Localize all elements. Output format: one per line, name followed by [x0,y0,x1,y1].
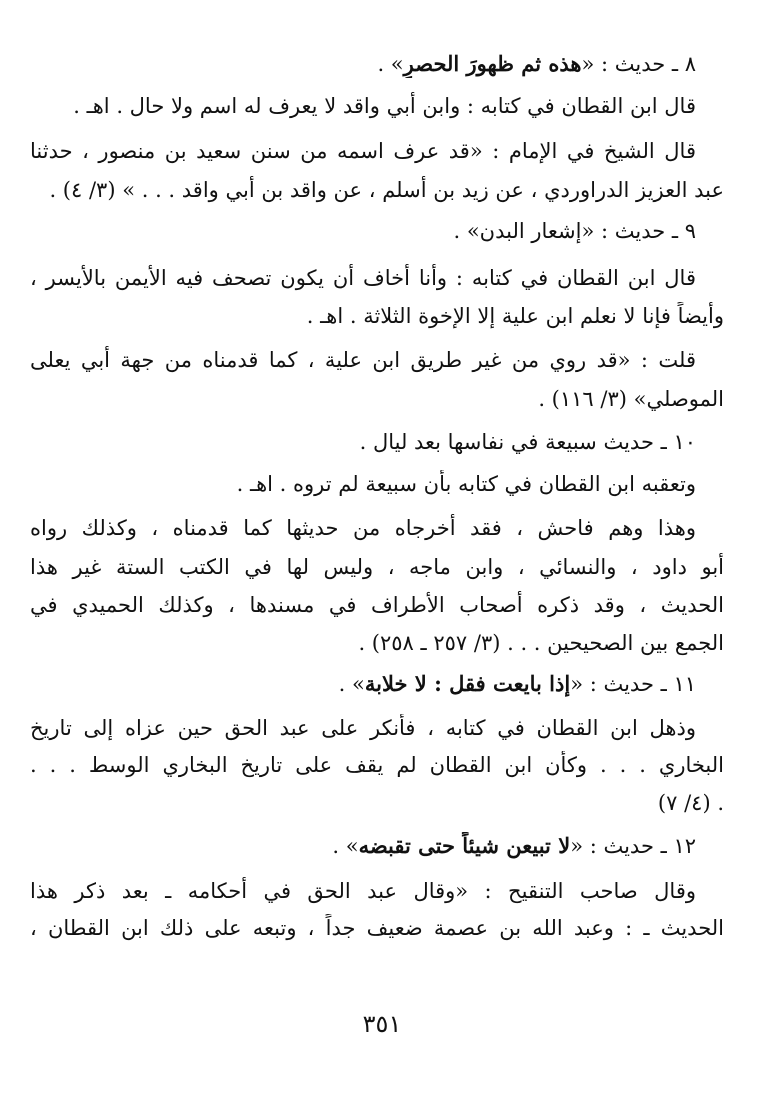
hadith-10-line [30,428,696,456]
text-segment: ١٢ ـ حديث : « [570,834,696,858]
hadith-text-bold: هذه ثم ظهورَ الحصرِ [403,51,582,76]
text-segment: وأيضاً فإنا لا نعلم ابن علية إلا الإخوة الثلاثة . اهـ . [306,304,724,328]
dhahal-line-3 [30,789,724,817]
wahm-line-1 [30,514,696,542]
wahm-line-4 [30,629,724,657]
ibn-qattan-9-line-2 [30,302,724,330]
text-segment: قال الشيخ في الإمام : «قد عرف اسمه من سنن سعيد بن منصور ، حدثنا [30,139,696,163]
text-segment: الجمع بين الصحيحين . . . (٣/ ٢٥٧ ـ ٢٥٨) . [358,631,724,655]
text-segment: ٩ ـ حديث : «إشعار البدن» . [453,219,696,243]
page-number: ٣٥١ [362,1010,402,1038]
text-segment: » . [377,52,404,76]
hadith-12-line [30,832,696,860]
hadith-11-line [30,670,696,698]
dhahal-line-1 [30,714,696,742]
hadith-10-comment [30,470,696,498]
tanqih-line-2 [30,914,724,942]
text-segment: الحديث ـ : وعبد الله بن عصمة ضعيف جداً ، وتبعه على ذلك ابن القطان ، [30,916,724,940]
text-segment: وذهل ابن القطان في كتابه ، فأنكر على عبد الحق حين عزاه إلى تاريخ [30,716,696,740]
shaykh-imam-line-1 [30,137,696,165]
dhahal-line-2 [30,751,724,779]
text-segment: قلت : «قد روي من غير طريق ابن علية ، كما قدمناه من جهة أبي يعلى [30,348,696,372]
ibn-qattan-comment-8 [30,92,696,120]
wahm-line-3 [30,591,724,619]
text-segment: قال ابن القطان في كتابه : وأنا أخاف أن يكون تصحف فيه الأيمن بالأيسر ، [30,266,696,290]
text-segment: وهذا وهم فاحش ، فقد أخرجاه من حديثها كما قدمناه ، وكذلك رواه [30,516,696,540]
text-segment: » . [338,672,365,696]
hadith-text-bold: لا تبيعن شيئاً حتى تقبضه [358,833,571,858]
ibn-qattan-9-line-1 [30,264,696,292]
text-segment: (٤/ ٧) . [657,791,724,815]
text-segment: البخاري . . . وكأن ابن القطان لم يقف على تاريخ البخاري الوسط . . . [30,753,724,777]
qultu-line-2 [30,385,724,413]
tanqih-line-1 [30,877,696,905]
text-segment: أبو داود ، والنسائي ، وابن ماجه ، وليس لها في الكتب الستة غير هذا [30,555,724,579]
text-segment: وتعقبه ابن القطان في كتابه بأن سبيعة لم تروه . اهـ . [236,472,696,496]
text-segment: ٨ ـ حديث : « [581,52,696,76]
hadith-8-line [30,50,696,78]
text-segment: » . [332,834,359,858]
text-segment: ١٠ ـ حديث سبيعة في نفاسها بعد ليال . [359,430,696,454]
hadith-9-line [30,217,696,245]
text-segment: الموصلي» (٣/ ١١٦) . [538,387,724,411]
shaykh-imam-line-2 [30,176,724,204]
text-segment: وقال صاحب التنقيح : «وقال عبد الحق في أحكامه ـ بعد ذكر هذا [30,879,696,903]
text-segment: ١١ ـ حديث : « [570,672,696,696]
qultu-line-1 [30,346,696,374]
text-segment: عبد العزيز الدراوردي ، عن زيد بن أسلم ، عن واقد بن أبي واقد . . . » (٣/ ٤) . [49,178,724,202]
hadith-text-bold: إذا بايعت فقل : لا خلابة [364,671,571,696]
text-segment: الحديث ، وقد ذكره أصحاب الأطراف في مسندها ، وكذلك الحميدي في [30,593,724,617]
text-segment: قال ابن القطان في كتابه : وابن أبي واقد لا يعرف له اسم ولا حال . اهـ . [73,94,696,118]
wahm-line-2 [30,553,724,581]
